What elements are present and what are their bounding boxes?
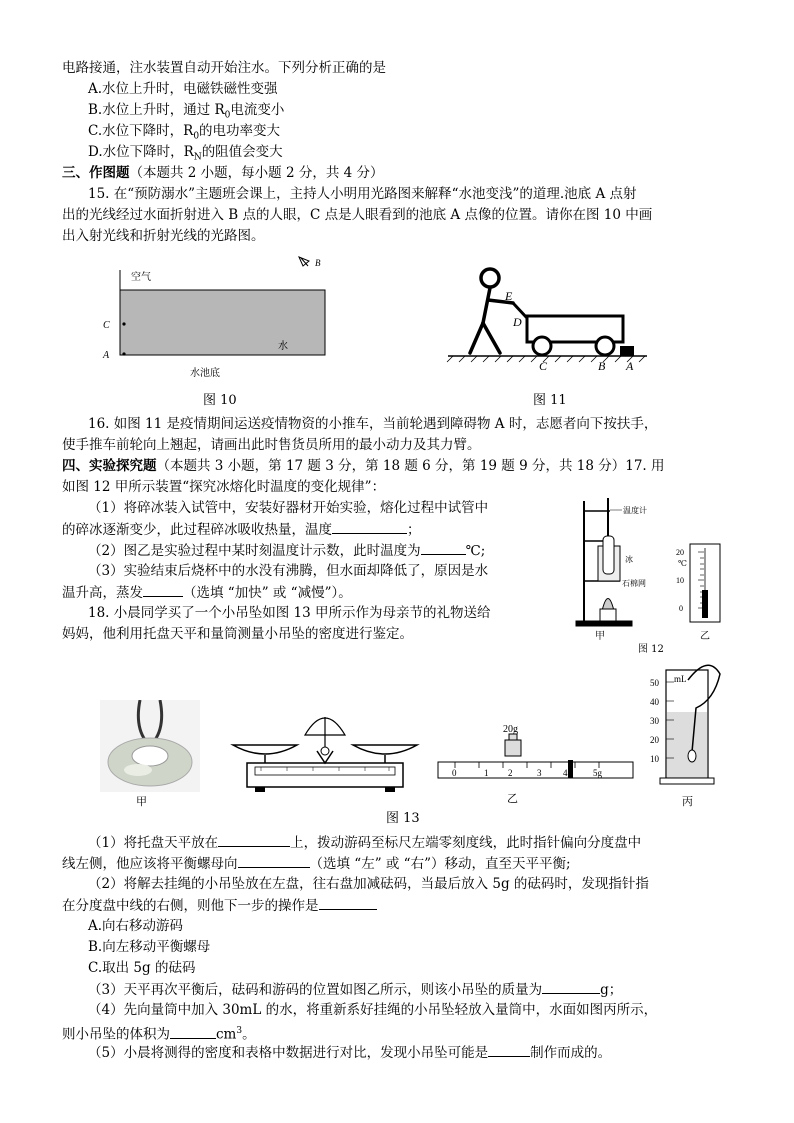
svg-text:30: 30 <box>650 716 659 726</box>
fig11-caption: 图 11 <box>533 393 567 408</box>
q16-line1: 16. 如图 11 是疫情期间运送疫情物资的小推车，当前轮遇到障碍物 A 时，志愿者向下按扶手， <box>88 416 658 432</box>
q15-line2: 出的光线经过水面折射进入 B 点的人眼，C 点是人眼看到的池底 A 点像的位置。请你在图 10 中画 <box>62 207 653 223</box>
q18-part1-line2: 线左侧，他应该将平衡螺母向 （选填 “左” 或 “右”）移动，直至天平平衡; <box>62 853 571 874</box>
q18-part4-line2: 则小吊坠的体积为 $cm^3$。 <box>62 1021 256 1045</box>
eye-icon <box>299 257 309 266</box>
svg-text:1: 1 <box>484 768 489 778</box>
svg-text:2: 2 <box>508 768 513 778</box>
q17-part3-line1: （3）实验结束后烧杯中的水没有沸腾，但水面却降低了，原因是水 <box>88 563 489 579</box>
answer-blank[interactable] <box>542 979 600 994</box>
graduated-cylinder <box>648 660 728 795</box>
fig13-caption: 图 13 <box>386 811 420 826</box>
fig11-e-label: E <box>505 289 513 303</box>
fig10-a-label: A <box>103 350 110 361</box>
fig13-jia-label: 甲 <box>136 795 147 808</box>
q14-option-c: C.水位下降时，$R_0$的电功率变大 <box>88 123 281 142</box>
fig10-caption: 图 10 <box>203 393 237 408</box>
person-figure <box>470 269 513 353</box>
thermometer-scale <box>676 544 720 622</box>
ice-label: 冰 <box>625 555 633 564</box>
figure-11 <box>445 258 650 378</box>
section-3-heading: 三、作图题（本题共 2 小题，每小题 2 分，共 4 分） <box>62 165 384 181</box>
answer-blank[interactable] <box>421 540 466 555</box>
answer-blank[interactable] <box>332 519 407 534</box>
q18-part2-line2: 在分度盘中线的右侧，则他下一步的操作是 <box>62 895 377 916</box>
fig11-a-label: A <box>626 359 634 373</box>
answer-blank[interactable] <box>319 895 377 910</box>
answer-blank[interactable] <box>143 582 183 597</box>
test-tube <box>603 536 614 574</box>
svg-text:5g: 5g <box>593 768 602 778</box>
svg-text:0: 0 <box>679 604 683 613</box>
balance-scale <box>225 705 425 793</box>
q18-option-a: A.向右移动游码 <box>88 918 184 934</box>
q17-part3-line2: 温升高，蒸发 （选填 “加快” 或 “减慢”）。 <box>62 582 352 603</box>
q18-part1-line1: （1）将托盘天平放在 上，拨动游码至标尺左端零刻度线，此时指针偏向分度盘中 <box>88 832 641 853</box>
q18-part4-line1: （4）先向量筒中加入 30mL 的水，将重新系好挂绳的小吊坠轻放入量筒中，水面如图丙所示， <box>88 1002 658 1018</box>
q14-option-a: A.水位上升时，电磁铁磁性变强 <box>88 81 278 97</box>
figure-10 <box>95 250 330 385</box>
fig11-d-label: D <box>513 315 522 329</box>
fig11-c-label: C <box>539 359 548 373</box>
svg-text:℃: ℃ <box>678 559 687 568</box>
cylinder-unit: mL <box>674 674 687 684</box>
figure-13-yi <box>435 722 635 782</box>
svg-text:3: 3 <box>537 768 542 778</box>
gauze-label: 石棉网 <box>622 579 646 588</box>
q18-option-b: B.向左移动平衡螺母 <box>88 939 211 955</box>
svg-text:10: 10 <box>676 576 684 585</box>
thermometer-label: 温度计 <box>623 506 647 515</box>
left-pan <box>233 745 297 754</box>
svg-text:40: 40 <box>650 697 659 707</box>
q17-part1-line1: （1）将碎冰装入试管中，安装好器材开始实验，熔化过程中试管中 <box>88 500 489 516</box>
svg-text:20: 20 <box>650 735 659 745</box>
answer-blank[interactable] <box>488 1042 530 1057</box>
q14-stem: 电路接通，注水装置自动开始注水。下列分析正确的是 <box>62 60 386 76</box>
q18-option-c: C.取出 5g 的砝码 <box>88 960 196 976</box>
answer-blank[interactable] <box>238 853 310 868</box>
pendant-photo <box>100 700 200 792</box>
fig13-yi-label: 乙 <box>507 792 518 805</box>
q18-line1: 18. 小晨同学买了一个小吊坠如图 13 甲所示作为母亲节的礼物送给 <box>88 605 491 621</box>
fig10-c-label: C <box>103 320 110 331</box>
figure-12 <box>570 496 740 656</box>
q15-line3: 出入射光线和折射光线的光路图。 <box>62 228 265 244</box>
svg-text:50: 50 <box>650 678 659 688</box>
answer-blank[interactable] <box>218 832 290 847</box>
q16-line2: 使手推车前轮向上翘起，请画出此时售货员所用的最小动力及其力臂。 <box>62 437 481 453</box>
answer-blank[interactable] <box>170 1024 216 1039</box>
rider-scale <box>438 762 633 778</box>
svg-text:10: 10 <box>650 754 659 764</box>
weight-20g <box>505 740 521 756</box>
fig11-b-label: B <box>598 359 606 373</box>
fig10-bottom-label: 水池底 <box>190 368 220 379</box>
fig12-jia-label: 甲 <box>595 631 605 642</box>
wheel-rear <box>533 337 551 355</box>
q15-line1: 15. 在“预防溺水”主题班会课上，主持人小明用光路图来解释“水池变浅”的道理.池底 A 点射 <box>88 186 637 202</box>
fig10-air-label: 空气 <box>131 272 151 283</box>
svg-text:4: 4 <box>563 768 568 778</box>
section-4-heading: 四、实验探究题（本题共 3 小题，第 17 题 3 分，第 18 题 6 分，第 19 题 9 分，共 18 分）17. 用 <box>62 458 665 474</box>
point-c <box>122 322 125 325</box>
q17-intro: 如图 12 甲所示装置“探究冰熔化时温度的变化规律”： <box>62 479 386 495</box>
right-pan <box>353 745 417 754</box>
fig13-bing-label: 丙 <box>682 795 693 808</box>
q18-line2: 妈妈，他利用托盘天平和量筒测量小吊坠的密度进行鉴定。 <box>62 626 413 642</box>
fig10-water-label: 水 <box>278 341 288 352</box>
obstacle-a <box>620 346 634 356</box>
q18-part5: （5）小晨将测得的密度和表格中数据进行对比，发现小吊坠可能是 制作而成的。 <box>88 1042 611 1063</box>
beam-scale <box>255 767 395 775</box>
rider <box>568 760 573 778</box>
fig10-b-label: B <box>315 258 321 268</box>
weight-label: 20g <box>503 724 518 735</box>
q17-part1-line2: 的碎冰逐渐变少，此过程碎冰吸收热量，温度 ； <box>62 519 421 540</box>
q17-part2: （2）图乙是实验过程中某时刻温度计示数，此时温度为 ℃; <box>88 540 485 561</box>
fig12-yi-label: 乙 <box>700 631 710 642</box>
q14-option-b: B.水位上升时，通过 $R_0$电流变小 <box>88 102 285 121</box>
svg-text:20: 20 <box>676 548 684 557</box>
svg-text:0: 0 <box>452 768 457 778</box>
water-region <box>120 290 325 355</box>
q18-part3: （3）天平再次平衡后，砝码和游码的位置如图乙所示，则该小吊坠的质量为 g； <box>88 979 622 1000</box>
q18-part2-line1: （2）将解去挂绳的小吊坠放在左盘，往右盘加减砝码，当最后放入 5g 的砝码时，发现指针指 <box>88 876 649 892</box>
point-a <box>122 352 125 355</box>
fig12-caption: 图 12 <box>638 644 664 655</box>
q14-option-d: D.水位下降时，$R_N$的阻值会变大 <box>88 144 283 163</box>
wheel-front <box>596 337 614 355</box>
